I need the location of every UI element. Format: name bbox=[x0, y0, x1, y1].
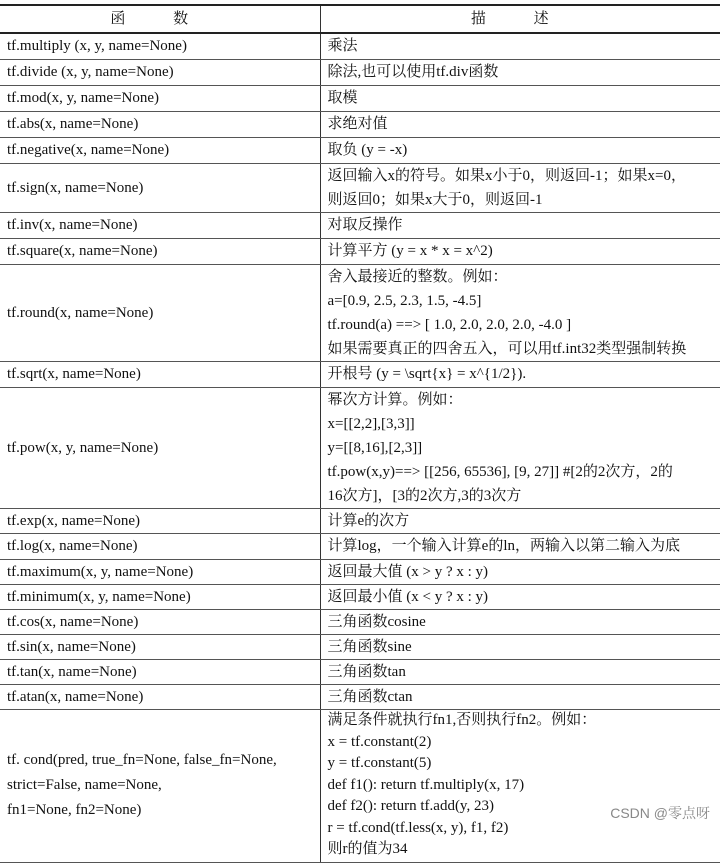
table-row bbox=[0, 508, 720, 533]
table-row bbox=[0, 212, 720, 238]
function-cell bbox=[0, 212, 320, 238]
function-cell bbox=[0, 111, 320, 137]
description-cell bbox=[320, 508, 720, 533]
description-cell-line: 乘法 bbox=[327, 38, 358, 55]
description-cell-line: 如果需要真正的四舍五入，可以用tf.int32类型强制转换 bbox=[327, 340, 687, 357]
function-cell-line: strict=False, name=None, bbox=[7, 777, 162, 793]
table-row bbox=[0, 533, 720, 559]
table-row bbox=[0, 264, 720, 361]
description-cell bbox=[320, 387, 720, 508]
description-cell-line: y = tf.constant(5) bbox=[327, 755, 432, 772]
function-cell bbox=[0, 659, 320, 684]
table-row bbox=[0, 584, 720, 609]
description-cell-line: 幂次方计算。例如： bbox=[327, 391, 463, 408]
description-cell bbox=[320, 163, 720, 212]
description-cell bbox=[320, 137, 720, 163]
description-cell-line: 计算e的次方 bbox=[327, 512, 410, 529]
function-cell-line: fn1=None, fn2=None) bbox=[7, 802, 142, 818]
description-cell bbox=[320, 264, 720, 361]
description-cell-line: 三角函数tan bbox=[327, 663, 406, 680]
function-cell-line: tf.tan(x, name=None) bbox=[7, 663, 137, 680]
description-cell-line: 三角函数ctan bbox=[327, 688, 413, 705]
description-cell-line: r = tf.cond(tf.less(x, y), f1, f2) bbox=[327, 819, 509, 836]
description-cell-line: 取模 bbox=[327, 90, 358, 106]
description-cell-line: tf.pow(x,y)==> [[256, 65536], [9, 27]] #[2的2次方，2的 bbox=[327, 463, 673, 480]
description-cell-line: 三角函数sine bbox=[327, 638, 412, 655]
function-cell bbox=[0, 684, 320, 709]
function-cell-line: tf.pow(x, y, name=None) bbox=[7, 439, 159, 456]
function-cell bbox=[0, 85, 320, 111]
description-cell bbox=[320, 59, 720, 85]
table-row bbox=[0, 111, 720, 137]
function-cell-line: tf.log(x, name=None) bbox=[7, 538, 138, 554]
function-cell-line: tf.sqrt(x, name=None) bbox=[7, 366, 141, 382]
description-cell-line: a=[0.9, 2.5, 2.3, 1.5, -4.5] bbox=[327, 292, 482, 309]
function-cell-line: tf.multiply (x, y, name=None) bbox=[7, 38, 187, 55]
description-cell bbox=[320, 33, 720, 59]
function-cell-line: tf.sign(x, name=None) bbox=[7, 179, 144, 196]
description-cell bbox=[320, 709, 720, 862]
description-cell-line: 满足条件就执行fn1,否则执行fn2。例如： bbox=[327, 712, 597, 729]
function-cell bbox=[0, 238, 320, 264]
description-cell-line: 则返回0；如果x大于0，则返回-1 bbox=[327, 191, 543, 208]
function-cell bbox=[0, 634, 320, 659]
function-cell-line: tf.mod(x, y, name=None) bbox=[7, 90, 160, 106]
description-cell-line: 除法,也可以使用tf.div函数 bbox=[327, 64, 499, 80]
description-cell-line: 开根号 (y = \sqrt{x} = x^{1/2}). bbox=[327, 366, 527, 382]
description-cell-line: 16次方]，[3的2次方,3的3次方 bbox=[327, 487, 522, 504]
tf-math-functions-table bbox=[0, 4, 720, 863]
description-cell-line: 舍入最接近的整数。例如： bbox=[327, 268, 508, 285]
function-cell-line: tf.maximum(x, y, name=None) bbox=[7, 563, 194, 580]
table-row bbox=[0, 238, 720, 264]
description-cell bbox=[320, 533, 720, 559]
description-cell-line: def f2(): return tf.add(y, 23) bbox=[327, 798, 494, 815]
function-cell bbox=[0, 559, 320, 584]
description-cell bbox=[320, 609, 720, 634]
table-row bbox=[0, 659, 720, 684]
table-row bbox=[0, 361, 720, 387]
description-cell bbox=[320, 361, 720, 387]
description-cell-line: 计算平方 (y = x * x = x^2) bbox=[327, 243, 493, 259]
table-row bbox=[0, 559, 720, 584]
watermark: CSDN @零点呀 bbox=[610, 805, 710, 821]
function-cell bbox=[0, 533, 320, 559]
description-cell bbox=[320, 212, 720, 238]
description-cell bbox=[320, 85, 720, 111]
function-cell-line: tf.atan(x, name=None) bbox=[7, 688, 144, 705]
table-row bbox=[0, 137, 720, 163]
description-cell-line: 求绝对值 bbox=[327, 116, 388, 132]
function-cell bbox=[0, 264, 320, 361]
table-row bbox=[0, 85, 720, 111]
header-description: 描 述 bbox=[320, 5, 720, 33]
table-row bbox=[0, 33, 720, 59]
function-cell bbox=[0, 361, 320, 387]
table-row bbox=[0, 709, 720, 862]
description-cell-line: 返回最小值 (x < y ? x : y) bbox=[327, 588, 489, 605]
function-cell bbox=[0, 709, 320, 862]
function-cell-line: tf.negative(x, name=None) bbox=[7, 142, 170, 158]
function-cell bbox=[0, 584, 320, 609]
description-cell-line: 返回最大值 (x > y ? x : y) bbox=[327, 563, 489, 580]
table-row bbox=[0, 684, 720, 709]
table-row bbox=[0, 609, 720, 634]
description-cell-line: 对取反操作 bbox=[327, 217, 403, 233]
function-cell-line: tf.abs(x, name=None) bbox=[7, 116, 139, 132]
function-cell-line: tf.divide (x, y, name=None) bbox=[7, 64, 174, 80]
description-cell-line: x = tf.constant(2) bbox=[327, 733, 432, 750]
header-function: 函 数 bbox=[0, 5, 320, 33]
description-cell-line: 三角函数cosine bbox=[327, 613, 426, 630]
function-cell-line: tf. cond(pred, true_fn=None, false_fn=None, bbox=[7, 752, 277, 768]
function-cell bbox=[0, 609, 320, 634]
table-row bbox=[0, 59, 720, 85]
function-cell-line: tf.cos(x, name=None) bbox=[7, 613, 139, 630]
description-cell-line: tf.round(a) ==> [ 1.0, 2.0, 2.0, 2.0, -4.0 ] bbox=[327, 316, 572, 333]
function-cell-line: tf.square(x, name=None) bbox=[7, 243, 158, 259]
description-cell bbox=[320, 559, 720, 584]
table-row bbox=[0, 163, 720, 212]
description-cell bbox=[320, 659, 720, 684]
description-cell-line: def f1(): return tf.multiply(x, 17) bbox=[327, 776, 525, 793]
description-cell-line: 则r的值为34 bbox=[327, 841, 408, 858]
function-cell bbox=[0, 387, 320, 508]
table-row bbox=[0, 634, 720, 659]
function-cell bbox=[0, 508, 320, 533]
function-cell-line: tf.exp(x, name=None) bbox=[7, 512, 140, 529]
function-cell bbox=[0, 33, 320, 59]
function-cell bbox=[0, 137, 320, 163]
header-row bbox=[0, 5, 720, 33]
function-cell-line: tf.minimum(x, y, name=None) bbox=[7, 588, 191, 605]
description-cell-line: y=[[8,16],[2,3]] bbox=[327, 439, 423, 456]
description-cell-line: 取负 (y = -x) bbox=[327, 142, 408, 158]
function-cell bbox=[0, 59, 320, 85]
description-cell bbox=[320, 238, 720, 264]
function-cell bbox=[0, 163, 320, 212]
description-cell bbox=[320, 584, 720, 609]
description-cell-line: x=[[2,2],[3,3]] bbox=[327, 415, 415, 432]
description-cell-line: 返回输入x的符号。如果x小于0，则返回-1；如果x=0， bbox=[327, 167, 686, 184]
function-cell-line: tf.sin(x, name=None) bbox=[7, 638, 136, 655]
description-cell bbox=[320, 684, 720, 709]
function-cell-line: tf.inv(x, name=None) bbox=[7, 217, 138, 233]
table-row bbox=[0, 387, 720, 508]
description-cell bbox=[320, 634, 720, 659]
description-cell bbox=[320, 111, 720, 137]
description-cell-line: 计算log，一个输入计算e的ln，两输入以第二输入为底 bbox=[327, 538, 680, 554]
function-cell-line: tf.round(x, name=None) bbox=[7, 304, 154, 321]
